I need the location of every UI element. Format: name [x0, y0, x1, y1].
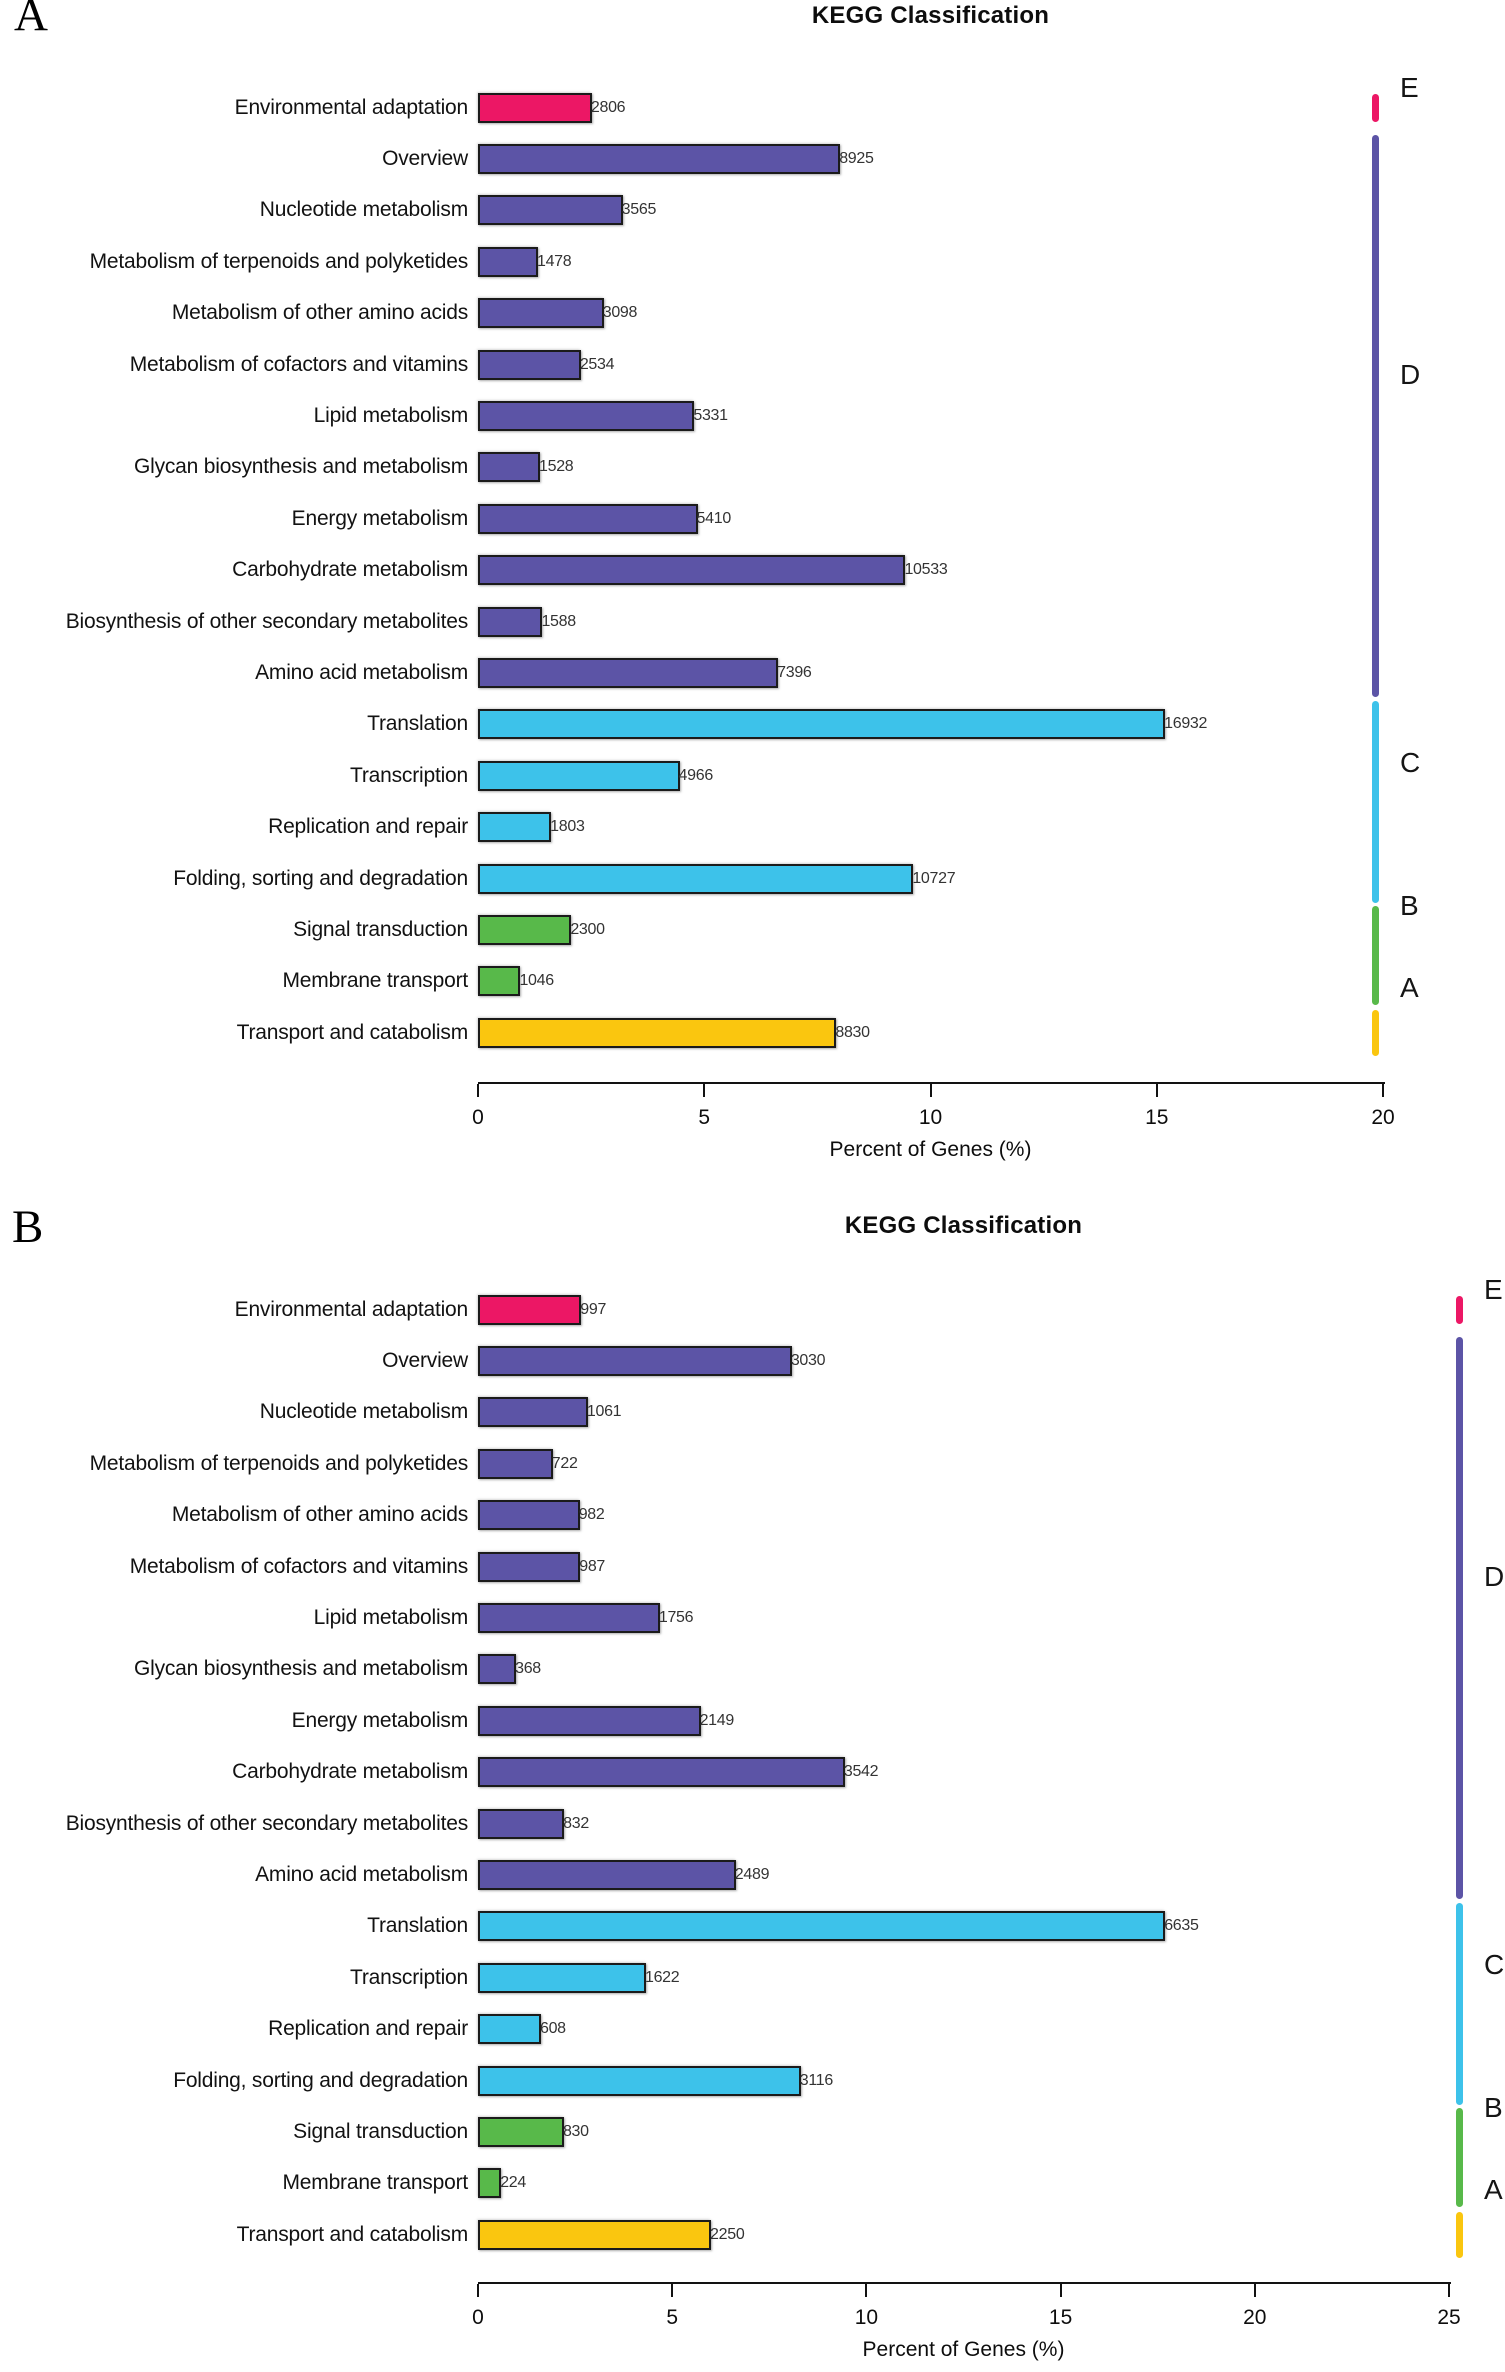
category-label: Amino acid metabolism [255, 661, 468, 685]
bar [478, 2220, 711, 2250]
bar [478, 1706, 701, 1736]
group-bracket-letter-B: B [1400, 890, 1419, 922]
x-axis-tick [1156, 1084, 1158, 1097]
bar [478, 452, 540, 482]
bar-row [0, 1387, 1500, 1438]
bar-row [0, 236, 1500, 287]
bar-value-label: 1756 [658, 1609, 694, 1627]
x-axis-title: Percent of Genes (%) [829, 1138, 1032, 1161]
category-label: Membrane transport [282, 2171, 468, 2195]
bar-row [0, 1901, 1500, 1952]
bar [478, 401, 694, 431]
category-label: Signal transduction [293, 918, 468, 942]
x-axis-tick [1448, 2284, 1450, 2297]
bar [478, 812, 551, 842]
bar [478, 2066, 801, 2096]
bar [478, 1654, 516, 1684]
x-axis-line [478, 1082, 1385, 1084]
bar [478, 2014, 541, 2044]
bar [478, 915, 571, 945]
bar-value-label: 2250 [710, 2225, 745, 2243]
bar-value-label: 5331 [693, 407, 728, 425]
category-label: Lipid metabolism [313, 404, 468, 428]
bar-row [0, 1952, 1500, 2003]
bar-value-label: 1061 [586, 1403, 622, 1421]
x-axis-line [478, 2282, 1451, 2284]
bar [478, 1860, 736, 1890]
bar-value-label: 2149 [699, 1711, 734, 1729]
group-bracket-letter-A: A [1400, 971, 1419, 1003]
category-label: Transport and catabolism [236, 1020, 468, 1044]
bar-value-label: 6635 [1164, 1917, 1199, 1935]
group-bracket-line-C [1372, 701, 1379, 903]
group-bracket-letter-A: A [1484, 2173, 1503, 2205]
category-label: Metabolism of cofactors and vitamins [129, 352, 468, 376]
bar [478, 1911, 1165, 1941]
category-label: Signal transduction [293, 2120, 468, 2144]
bar-row [0, 2106, 1500, 2157]
bar-value-label: 1622 [644, 1968, 680, 1986]
bar [478, 1397, 588, 1427]
category-label: Biosynthesis of other secondary metabolites [65, 1811, 468, 1835]
bar-value-label: 830 [562, 2123, 589, 2141]
bar-value-label: 722 [551, 1454, 578, 1472]
bar-row [0, 133, 1500, 184]
x-axis-title: Percent of Genes (%) [862, 2338, 1065, 2361]
bar-row [0, 1438, 1500, 1489]
x-axis-tick-label: 0 [472, 2306, 484, 2329]
group-bracket-line-E [1372, 94, 1379, 122]
bar-value-label: 1046 [519, 972, 554, 990]
bar [478, 966, 520, 996]
bar-row [0, 288, 1500, 339]
bar [478, 144, 840, 174]
bar [478, 607, 542, 637]
bar-value-label: 10727 [912, 869, 956, 887]
bar-row [0, 390, 1500, 441]
category-label: Translation [367, 712, 468, 736]
panel-letter-A: A [14, 0, 48, 41]
bar-row [0, 185, 1500, 236]
group-bracket-letter-E: E [1400, 71, 1419, 103]
group-bracket-letter-E: E [1484, 1273, 1503, 1305]
group-bracket-line-A [1456, 2212, 1463, 2258]
bar-value-label: 982 [578, 1506, 605, 1524]
bar-value-label: 1528 [539, 458, 574, 476]
bar-value-label: 10533 [904, 561, 948, 579]
x-axis-tick [671, 2284, 673, 2297]
category-label: Environmental adaptation [234, 1297, 468, 1321]
bar [478, 1963, 646, 1993]
category-label: Lipid metabolism [313, 1606, 468, 1630]
bar-value-label: 1478 [536, 252, 572, 270]
bar [478, 1809, 564, 1839]
category-label: Nucleotide metabolism [259, 1400, 468, 1424]
x-axis-tick [703, 1084, 705, 1097]
chart-title: KEGG Classification [844, 1212, 1083, 1239]
bar-value-label: 2806 [590, 98, 626, 116]
category-label: Carbohydrate metabolism [232, 1760, 468, 1784]
bar-row [0, 1490, 1500, 1541]
bar-value-label: 368 [515, 1660, 541, 1678]
chart-title: KEGG Classification [811, 2, 1050, 29]
x-axis-tick-label: 5 [698, 1106, 711, 1129]
group-bracket-line-E [1456, 1296, 1463, 1324]
bar-value-label: 16932 [1164, 715, 1208, 733]
bar-row [0, 1849, 1500, 1900]
bar [478, 1500, 580, 1530]
bar-row [0, 699, 1500, 750]
bar [478, 2117, 564, 2147]
x-axis-tick [1060, 2284, 1062, 2297]
bar-value-label: 3116 [799, 2071, 833, 2089]
bar-value-label: 224 [500, 2174, 526, 2192]
bar [478, 1603, 660, 1633]
bar-row [0, 1644, 1500, 1695]
group-bracket-letter-D: D [1400, 358, 1421, 390]
bar-value-label: 8830 [835, 1023, 870, 1041]
bar-row [0, 2209, 1500, 2260]
bar [478, 709, 1165, 739]
bar-value-label: 832 [563, 1814, 589, 1832]
group-bracket-line-D [1456, 1337, 1463, 1899]
x-axis-tick-label: 15 [1048, 2306, 1073, 2329]
bar-value-label: 1588 [541, 612, 576, 630]
bar-value-label: 3030 [790, 1352, 826, 1370]
bar [478, 761, 680, 791]
bar-value-label: 608 [539, 2020, 566, 2038]
bar [478, 195, 623, 225]
bar [478, 1018, 836, 1048]
bar [478, 350, 581, 380]
bar-row [0, 2158, 1500, 2209]
bar-row [0, 802, 1500, 853]
bar-row [0, 545, 1500, 596]
bar-row [0, 1335, 1500, 1386]
category-label: Translation [367, 1914, 468, 1938]
group-bracket-line-D [1372, 135, 1379, 697]
bar [478, 1757, 845, 1787]
x-axis-tick [1254, 2284, 1256, 2297]
category-label: Carbohydrate metabolism [232, 558, 468, 582]
panel-letter-B: B [12, 1201, 44, 1253]
category-label: Metabolism of other amino acids [171, 1503, 468, 1527]
bar-row [0, 339, 1500, 390]
bar-row [0, 853, 1500, 904]
x-axis-tick [477, 2284, 479, 2297]
bar-value-label: 3565 [621, 201, 657, 219]
group-bracket-line-A [1372, 1010, 1379, 1056]
category-label: Replication and repair [268, 2017, 468, 2041]
x-axis-tick-label: 20 [1243, 2306, 1267, 2329]
category-label: Overview [382, 147, 468, 171]
group-bracket-letter-C: C [1400, 746, 1421, 778]
bar [478, 864, 913, 894]
x-axis-tick-label: 10 [854, 2306, 879, 2329]
bar [478, 658, 778, 688]
group-bracket-line-C [1456, 1903, 1463, 2105]
category-label: Metabolism of other amino acids [171, 301, 468, 325]
kegg-panel-B [0, 1186, 1505, 2372]
bar-row [0, 1695, 1500, 1746]
bar-row [0, 1592, 1500, 1643]
category-label: Biosynthesis of other secondary metabolites [65, 609, 468, 633]
bar-row [0, 596, 1500, 647]
category-label: Nucleotide metabolism [259, 198, 468, 222]
bar [478, 1552, 580, 1582]
bar-row [0, 493, 1500, 544]
bar-value-label: 2489 [734, 1866, 770, 1884]
bar-row [0, 2004, 1500, 2055]
bar-row [0, 1541, 1500, 1592]
category-label: Metabolism of terpenoids and polyketides [89, 1451, 468, 1475]
category-label: Folding, sorting and degradation [173, 866, 468, 890]
bar [478, 1346, 792, 1376]
bar-value-label: 2534 [579, 355, 615, 373]
category-label: Energy metabolism [291, 506, 468, 530]
bar [478, 298, 604, 328]
bar-value-label: 8925 [839, 150, 874, 168]
bar-row [0, 82, 1500, 133]
bar-value-label: 1803 [550, 818, 585, 836]
category-label: Replication and repair [268, 815, 468, 839]
x-axis-tick-label: 0 [472, 1106, 484, 1129]
category-label: Transcription [350, 763, 468, 787]
bar [478, 1295, 581, 1325]
category-label: Membrane transport [282, 969, 468, 993]
bar-row [0, 1284, 1500, 1335]
group-bracket-line-B [1372, 906, 1379, 1005]
bar-row [0, 746, 1500, 801]
bar-row [0, 1007, 1500, 1058]
category-label: Environmental adaptation [234, 95, 468, 119]
bar-value-label: 4966 [678, 766, 713, 784]
x-axis-tick [1382, 1084, 1384, 1097]
bar-value-label: 2300 [570, 921, 605, 939]
group-bracket-letter-C: C [1484, 1948, 1505, 1980]
x-axis-tick-label: 10 [918, 1106, 943, 1129]
x-axis-tick-label: 25 [1437, 2306, 1461, 2329]
category-label: Energy metabolism [291, 1708, 468, 1732]
x-axis-tick-label: 5 [666, 2306, 679, 2329]
bar [478, 504, 698, 534]
x-axis-tick-label: 20 [1371, 1106, 1395, 1129]
x-axis-tick-label: 15 [1145, 1106, 1169, 1129]
bar-value-label: 987 [579, 1557, 606, 1575]
bar [478, 555, 905, 585]
x-axis-tick [865, 2284, 867, 2297]
bar-value-label: 997 [580, 1300, 607, 1318]
category-label: Glycan biosynthesis and metabolism [133, 455, 468, 479]
bar [478, 93, 592, 123]
bar [478, 247, 538, 277]
category-label: Metabolism of cofactors and vitamins [129, 1554, 468, 1578]
category-label: Transport and catabolism [236, 2222, 468, 2246]
category-label: Transcription [350, 1965, 468, 1989]
bar-row [0, 1798, 1500, 1849]
bar-row [0, 647, 1500, 698]
bar-value-label: 5410 [696, 509, 731, 527]
bar [478, 2168, 501, 2198]
bar-value-label: 7396 [777, 664, 812, 682]
group-bracket-line-B [1456, 2108, 1463, 2207]
group-bracket-letter-D: D [1484, 1560, 1505, 1592]
bar-value-label: 3542 [843, 1763, 879, 1781]
bar-value-label: 3098 [602, 304, 638, 322]
category-label: Folding, sorting and degradation [173, 2068, 468, 2092]
x-axis-tick [930, 1084, 932, 1097]
category-label: Amino acid metabolism [255, 1863, 468, 1887]
bar [478, 1449, 553, 1479]
x-axis-tick [477, 1084, 479, 1097]
bar-row [0, 2055, 1500, 2106]
bar-row [0, 442, 1500, 493]
category-label: Metabolism of terpenoids and polyketides [89, 249, 468, 273]
bar-row [0, 956, 1500, 1007]
category-label: Glycan biosynthesis and metabolism [133, 1657, 468, 1681]
bar-row [0, 1747, 1500, 1798]
bar-row [0, 904, 1500, 955]
group-bracket-letter-B: B [1484, 2092, 1503, 2124]
category-label: Overview [382, 1349, 468, 1373]
